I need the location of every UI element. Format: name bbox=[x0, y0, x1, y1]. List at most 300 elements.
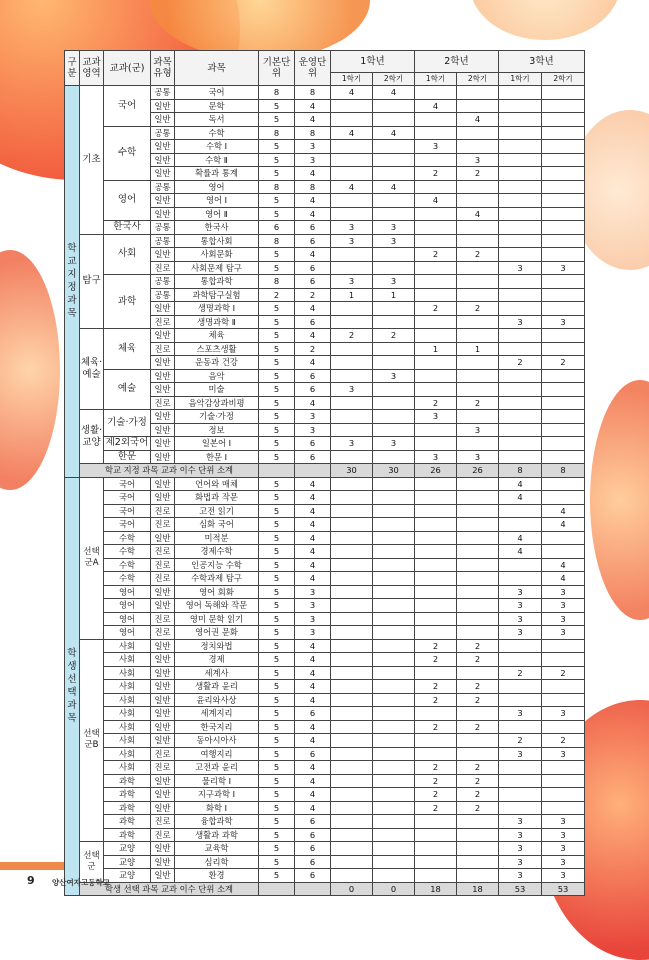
table-cell bbox=[457, 275, 499, 289]
table-cell: 수학 bbox=[104, 558, 151, 572]
table-cell bbox=[457, 315, 499, 329]
table-cell: 5 bbox=[259, 815, 295, 829]
table-cell bbox=[457, 518, 499, 532]
table-row bbox=[65, 855, 585, 869]
table-cell: 8 bbox=[259, 180, 295, 194]
table-cell bbox=[542, 774, 585, 788]
table-cell: 5 bbox=[259, 207, 295, 221]
group-label: 예술 bbox=[104, 369, 151, 410]
table-cell: 2 bbox=[457, 680, 499, 694]
table-cell bbox=[457, 734, 499, 748]
table-row bbox=[65, 531, 585, 545]
table-cell: 2 bbox=[415, 248, 457, 262]
table-cell: 5 bbox=[259, 99, 295, 113]
table-row bbox=[65, 734, 585, 748]
table-cell bbox=[457, 234, 499, 248]
table-cell: 일반 bbox=[151, 153, 175, 167]
table-cell bbox=[499, 288, 542, 302]
table-cell: 진로 bbox=[151, 612, 175, 626]
table-cell: 과학 bbox=[104, 815, 151, 829]
table-cell bbox=[499, 774, 542, 788]
subject-name: 독서 bbox=[175, 113, 259, 127]
table-cell bbox=[499, 410, 542, 424]
table-cell: 4 bbox=[542, 518, 585, 532]
subtotal-value: 30 bbox=[331, 464, 373, 478]
table-cell: 3 bbox=[499, 599, 542, 613]
table-cell bbox=[542, 180, 585, 194]
table-row bbox=[65, 720, 585, 734]
table-cell: 5 bbox=[259, 194, 295, 208]
table-cell: 4 bbox=[415, 194, 457, 208]
empty-slashed-cell bbox=[259, 464, 295, 478]
table-row bbox=[65, 774, 585, 788]
empty-slashed-cell bbox=[295, 882, 331, 896]
table-cell bbox=[542, 653, 585, 667]
table-cell bbox=[457, 437, 499, 451]
table-cell: 6 bbox=[295, 221, 331, 235]
table-row bbox=[65, 801, 585, 815]
table-cell bbox=[542, 788, 585, 802]
table-cell bbox=[542, 194, 585, 208]
table-cell: 4 bbox=[295, 801, 331, 815]
table-row bbox=[65, 450, 585, 464]
table-cell: 4 bbox=[295, 356, 331, 370]
table-cell bbox=[415, 707, 457, 721]
table-cell: 3 bbox=[373, 437, 415, 451]
table-cell bbox=[542, 423, 585, 437]
table-cell: 진로 bbox=[151, 761, 175, 775]
table-cell: 5 bbox=[259, 329, 295, 343]
table-cell: 5 bbox=[259, 585, 295, 599]
table-cell: 3 bbox=[499, 261, 542, 275]
table-cell: 3 bbox=[499, 855, 542, 869]
table-row bbox=[65, 558, 585, 572]
table-cell bbox=[457, 545, 499, 559]
table-cell: 2 bbox=[415, 680, 457, 694]
table-cell bbox=[457, 815, 499, 829]
table-cell bbox=[415, 86, 457, 100]
subject-name: 인공지능 수학 bbox=[175, 558, 259, 572]
table-row bbox=[65, 666, 585, 680]
subtotal-value: 0 bbox=[331, 882, 373, 896]
table-cell: 진로 bbox=[151, 558, 175, 572]
table-cell bbox=[499, 302, 542, 316]
table-cell: 진로 bbox=[151, 504, 175, 518]
table-cell: 2 bbox=[415, 396, 457, 410]
table-cell: 3 bbox=[457, 153, 499, 167]
table-cell bbox=[415, 329, 457, 343]
table-cell bbox=[373, 113, 415, 127]
subject-name: 환경 bbox=[175, 869, 259, 883]
table-cell bbox=[457, 585, 499, 599]
table-cell: 5 bbox=[259, 720, 295, 734]
table-cell: 5 bbox=[259, 774, 295, 788]
table-cell: 사회 bbox=[104, 747, 151, 761]
table-cell bbox=[373, 599, 415, 613]
table-cell bbox=[415, 288, 457, 302]
table-cell bbox=[331, 504, 373, 518]
table-cell bbox=[457, 86, 499, 100]
table-cell bbox=[373, 626, 415, 640]
table-cell: 3 bbox=[295, 423, 331, 437]
table-cell bbox=[373, 153, 415, 167]
subject-name: 세계지리 bbox=[175, 707, 259, 721]
table-cell: 일반 bbox=[151, 356, 175, 370]
table-cell bbox=[373, 194, 415, 208]
table-cell: 5 bbox=[259, 612, 295, 626]
table-cell: 진로 bbox=[151, 342, 175, 356]
subject-name: 영어 Ⅰ bbox=[175, 194, 259, 208]
table-cell: 과학 bbox=[104, 828, 151, 842]
subtotal-value: 53 bbox=[499, 882, 542, 896]
table-cell: 일반 bbox=[151, 788, 175, 802]
table-cell bbox=[373, 734, 415, 748]
table-cell bbox=[499, 680, 542, 694]
table-cell: 2 bbox=[457, 801, 499, 815]
table-cell: 5 bbox=[259, 680, 295, 694]
table-cell: 8 bbox=[259, 234, 295, 248]
table-cell bbox=[415, 369, 457, 383]
subject-name: 화학 Ⅰ bbox=[175, 801, 259, 815]
table-cell: 진로 bbox=[151, 261, 175, 275]
table-cell bbox=[415, 612, 457, 626]
table-cell: 과학 bbox=[104, 801, 151, 815]
header-g3-sem2: 2학기 bbox=[542, 73, 585, 86]
table-row bbox=[65, 477, 585, 491]
table-cell: 진로 bbox=[151, 545, 175, 559]
header-grade1: 1학년 bbox=[331, 51, 415, 73]
table-cell bbox=[331, 693, 373, 707]
table-cell: 4 bbox=[295, 113, 331, 127]
subject-name: 일본어 Ⅰ bbox=[175, 437, 259, 451]
table-cell: 일반 bbox=[151, 302, 175, 316]
subject-name: 영어 Ⅱ bbox=[175, 207, 259, 221]
subject-name: 정보 bbox=[175, 423, 259, 437]
table-cell bbox=[499, 234, 542, 248]
subject-name: 스포츠생활 bbox=[175, 342, 259, 356]
table-cell bbox=[415, 815, 457, 829]
table-cell: 4 bbox=[295, 558, 331, 572]
subject-name: 수학과제 탐구 bbox=[175, 572, 259, 586]
table-cell bbox=[331, 612, 373, 626]
table-cell bbox=[542, 680, 585, 694]
table-cell bbox=[457, 612, 499, 626]
table-cell bbox=[542, 234, 585, 248]
header-g2-sem2: 2학기 bbox=[457, 73, 499, 86]
table-cell bbox=[331, 828, 373, 842]
header-subject: 과목 bbox=[175, 51, 259, 86]
subject-name: 고전과 윤리 bbox=[175, 761, 259, 775]
table-row bbox=[65, 329, 585, 343]
table-cell: 3 bbox=[331, 275, 373, 289]
subject-name: 언어와 매체 bbox=[175, 477, 259, 491]
table-row bbox=[65, 585, 585, 599]
table-cell: 5 bbox=[259, 518, 295, 532]
table-cell: 4 bbox=[295, 167, 331, 181]
table-row bbox=[65, 815, 585, 829]
header-g3-sem1: 1학기 bbox=[499, 73, 542, 86]
school-name: 양산여자고등학교 bbox=[52, 878, 110, 887]
table-cell: 5 bbox=[259, 315, 295, 329]
header-base-units: 기본단위 bbox=[259, 51, 295, 86]
table-cell bbox=[373, 869, 415, 883]
table-cell: 8 bbox=[295, 180, 331, 194]
table-cell: 4 bbox=[542, 504, 585, 518]
table-cell: 6 bbox=[295, 369, 331, 383]
table-cell: 2 bbox=[499, 356, 542, 370]
table-cell: 일반 bbox=[151, 194, 175, 208]
table-cell: 영어 bbox=[104, 599, 151, 613]
table-cell bbox=[373, 356, 415, 370]
table-cell: 2 bbox=[295, 288, 331, 302]
table-cell: 공통 bbox=[151, 86, 175, 100]
table-cell: 3 bbox=[457, 423, 499, 437]
table-cell: 3 bbox=[499, 585, 542, 599]
area-label: 기초 bbox=[80, 86, 104, 235]
group-label: 국어 bbox=[104, 86, 151, 127]
table-cell: 3 bbox=[373, 369, 415, 383]
table-cell bbox=[542, 477, 585, 491]
table-cell bbox=[415, 545, 457, 559]
table-cell bbox=[457, 126, 499, 140]
table-cell: 3 bbox=[295, 612, 331, 626]
empty-slashed-cell bbox=[259, 882, 295, 896]
table-cell bbox=[542, 450, 585, 464]
table-cell bbox=[499, 437, 542, 451]
table-cell bbox=[331, 801, 373, 815]
table-cell: 6 bbox=[295, 315, 331, 329]
subtotal-value: 30 bbox=[373, 464, 415, 478]
table-cell: 5 bbox=[259, 153, 295, 167]
table-cell bbox=[499, 140, 542, 154]
table-cell: 3 bbox=[373, 275, 415, 289]
table-cell: 3 bbox=[542, 315, 585, 329]
table-cell: 5 bbox=[259, 248, 295, 262]
table-cell bbox=[499, 504, 542, 518]
table-cell bbox=[499, 167, 542, 181]
table-cell: 일반 bbox=[151, 855, 175, 869]
group-label: 제2외국어 bbox=[104, 437, 151, 451]
table-cell: 4 bbox=[295, 666, 331, 680]
table-cell bbox=[331, 302, 373, 316]
table-cell bbox=[457, 855, 499, 869]
table-cell: 5 bbox=[259, 437, 295, 451]
table-row bbox=[65, 221, 585, 235]
table-cell bbox=[331, 423, 373, 437]
table-cell bbox=[415, 572, 457, 586]
table-cell bbox=[373, 801, 415, 815]
subtotal-value: 0 bbox=[373, 882, 415, 896]
table-cell bbox=[331, 774, 373, 788]
table-cell: 6 bbox=[259, 221, 295, 235]
subject-name: 수학 Ⅰ bbox=[175, 140, 259, 154]
table-cell bbox=[331, 707, 373, 721]
table-cell: 6 bbox=[295, 707, 331, 721]
table-cell: 4 bbox=[415, 99, 457, 113]
decor-blob-top-right bbox=[470, 0, 620, 40]
table-cell bbox=[373, 639, 415, 653]
table-cell: 수학 bbox=[104, 531, 151, 545]
table-cell bbox=[415, 734, 457, 748]
table-cell: 일반 bbox=[151, 639, 175, 653]
table-cell: 일반 bbox=[151, 531, 175, 545]
decor-blob-left-mid bbox=[0, 250, 60, 490]
table-cell bbox=[499, 275, 542, 289]
table-cell bbox=[499, 153, 542, 167]
table-cell: 4 bbox=[331, 126, 373, 140]
table-row bbox=[65, 707, 585, 721]
area-label: 탐구 bbox=[80, 234, 104, 329]
table-cell bbox=[457, 194, 499, 208]
table-cell bbox=[499, 396, 542, 410]
subject-name: 한국사 bbox=[175, 221, 259, 235]
table-cell bbox=[457, 666, 499, 680]
table-cell bbox=[373, 342, 415, 356]
table-cell: 6 bbox=[295, 261, 331, 275]
table-cell bbox=[331, 545, 373, 559]
table-cell bbox=[457, 410, 499, 424]
table-cell: 4 bbox=[542, 572, 585, 586]
table-cell: 일반 bbox=[151, 680, 175, 694]
table-cell: 4 bbox=[295, 693, 331, 707]
table-cell: 3 bbox=[415, 410, 457, 424]
table-cell bbox=[331, 356, 373, 370]
subject-name: 생명과학 Ⅱ bbox=[175, 315, 259, 329]
table-cell: 2 bbox=[457, 302, 499, 316]
subject-name: 운동과 건강 bbox=[175, 356, 259, 370]
header-row-main bbox=[65, 51, 585, 73]
table-row bbox=[65, 491, 585, 505]
subject-name: 여행지리 bbox=[175, 747, 259, 761]
table-cell bbox=[331, 477, 373, 491]
table-cell: 2 bbox=[415, 693, 457, 707]
table-cell bbox=[373, 423, 415, 437]
table-row bbox=[65, 572, 585, 586]
table-cell: 4 bbox=[295, 639, 331, 653]
table-cell: 2 bbox=[457, 774, 499, 788]
table-cell bbox=[331, 518, 373, 532]
table-cell: 3 bbox=[499, 842, 542, 856]
table-cell bbox=[415, 234, 457, 248]
table-cell: 2 bbox=[259, 288, 295, 302]
table-cell: 3 bbox=[295, 585, 331, 599]
table-cell bbox=[331, 747, 373, 761]
table-cell bbox=[457, 531, 499, 545]
subject-name: 지구과학 Ⅰ bbox=[175, 788, 259, 802]
elective-subgroup-label: 선택군B bbox=[80, 639, 104, 842]
table-cell: 교양 bbox=[104, 842, 151, 856]
table-cell bbox=[331, 761, 373, 775]
table-cell: 5 bbox=[259, 788, 295, 802]
table-cell: 3 bbox=[295, 153, 331, 167]
table-cell bbox=[457, 288, 499, 302]
table-cell bbox=[373, 788, 415, 802]
table-cell: 5 bbox=[259, 369, 295, 383]
group-label: 체육 bbox=[104, 329, 151, 370]
table-cell: 5 bbox=[259, 531, 295, 545]
table-cell: 2 bbox=[415, 761, 457, 775]
table-cell: 2 bbox=[457, 639, 499, 653]
table-cell bbox=[499, 653, 542, 667]
header-grade3: 3학년 bbox=[499, 51, 585, 73]
table-cell bbox=[542, 248, 585, 262]
subject-name: 심리학 bbox=[175, 855, 259, 869]
table-cell: 영어 bbox=[104, 626, 151, 640]
table-cell bbox=[542, 221, 585, 235]
table-cell bbox=[373, 761, 415, 775]
table-cell bbox=[499, 86, 542, 100]
table-cell: 5 bbox=[259, 356, 295, 370]
subject-name: 수학 Ⅱ bbox=[175, 153, 259, 167]
table-cell: 일반 bbox=[151, 167, 175, 181]
table-cell: 4 bbox=[457, 207, 499, 221]
table-cell: 4 bbox=[295, 396, 331, 410]
table-cell: 사회 bbox=[104, 707, 151, 721]
table-cell bbox=[542, 99, 585, 113]
table-cell: 공통 bbox=[151, 234, 175, 248]
table-row bbox=[65, 234, 585, 248]
table-cell: 사회 bbox=[104, 639, 151, 653]
table-cell: 2 bbox=[457, 396, 499, 410]
table-cell: 4 bbox=[295, 774, 331, 788]
table-cell bbox=[499, 369, 542, 383]
table-cell: 진로 bbox=[151, 396, 175, 410]
subject-name: 확률과 통계 bbox=[175, 167, 259, 181]
table-cell: 5 bbox=[259, 599, 295, 613]
table-cell: 일반 bbox=[151, 666, 175, 680]
table-cell: 2 bbox=[415, 774, 457, 788]
table-cell: 3 bbox=[373, 221, 415, 235]
table-cell: 5 bbox=[259, 302, 295, 316]
table-cell: 국어 bbox=[104, 477, 151, 491]
table-cell: 국어 bbox=[104, 504, 151, 518]
table-cell bbox=[373, 248, 415, 262]
subject-name: 음악감상과비평 bbox=[175, 396, 259, 410]
table-cell: 5 bbox=[259, 572, 295, 586]
table-cell bbox=[542, 153, 585, 167]
table-cell: 일반 bbox=[151, 383, 175, 397]
table-cell: 과학 bbox=[104, 774, 151, 788]
table-row bbox=[65, 504, 585, 518]
table-cell: 6 bbox=[295, 869, 331, 883]
table-cell: 3 bbox=[542, 815, 585, 829]
table-cell: 사회 bbox=[104, 693, 151, 707]
table-cell: 4 bbox=[295, 477, 331, 491]
table-row bbox=[65, 653, 585, 667]
table-cell: 2 bbox=[457, 653, 499, 667]
table-cell: 5 bbox=[259, 342, 295, 356]
table-cell: 6 bbox=[295, 828, 331, 842]
table-cell bbox=[457, 477, 499, 491]
subject-name: 체육 bbox=[175, 329, 259, 343]
table-cell: 3 bbox=[542, 842, 585, 856]
table-cell bbox=[542, 369, 585, 383]
table-cell bbox=[373, 491, 415, 505]
table-cell: 8 bbox=[259, 86, 295, 100]
table-cell: 5 bbox=[259, 167, 295, 181]
table-cell bbox=[373, 707, 415, 721]
table-row bbox=[65, 626, 585, 640]
table-cell: 4 bbox=[295, 720, 331, 734]
table-cell: 사회 bbox=[104, 720, 151, 734]
table-cell: 3 bbox=[415, 140, 457, 154]
table-cell bbox=[373, 815, 415, 829]
table-cell: 4 bbox=[295, 531, 331, 545]
table-cell: 일반 bbox=[151, 410, 175, 424]
subtotal-label: 학생 선택 과목 교과 이수 단위 소계 bbox=[80, 882, 259, 896]
subject-name: 생명과학 Ⅰ bbox=[175, 302, 259, 316]
table-cell bbox=[415, 491, 457, 505]
